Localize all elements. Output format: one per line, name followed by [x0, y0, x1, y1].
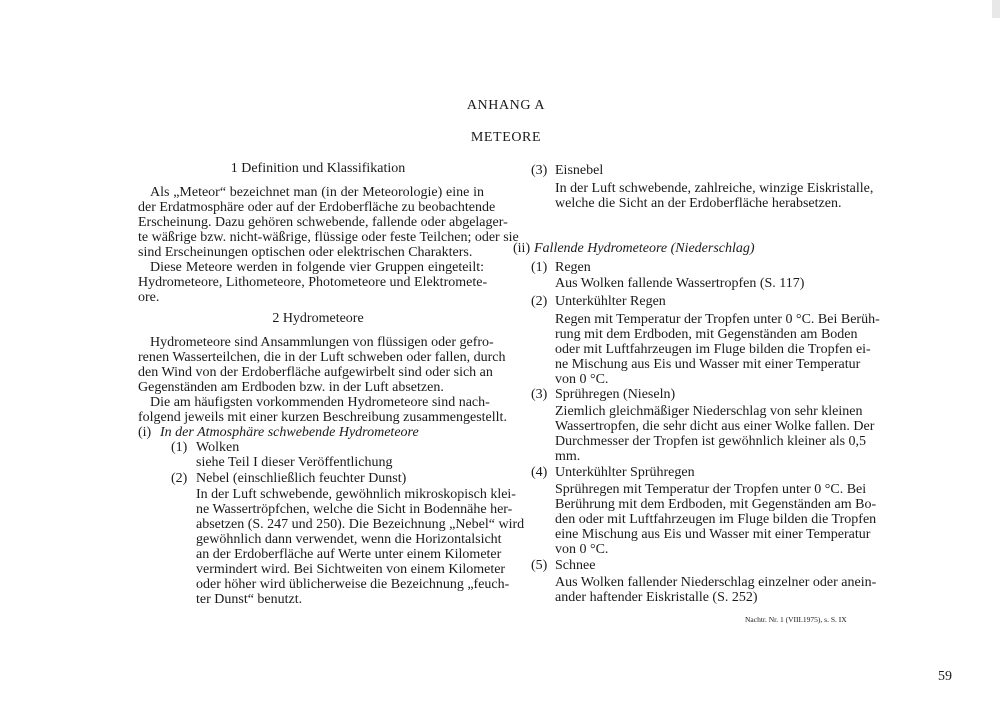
item-description-line: oder mit Luftfahrzeugen im Fluge bilden die Tropfen ei-: [555, 342, 871, 357]
paragraph-line: den Wind von der Erdoberfläche aufgewirbelt sind oder sich an: [138, 365, 493, 380]
page-number: 59: [938, 669, 952, 684]
paragraph-line: Als „Meteor“ bezeichnet man (in der Meteorologie) eine in: [150, 185, 484, 200]
list-number: (3): [531, 163, 548, 178]
item-description-line: von 0 °C.: [555, 542, 609, 557]
item-title: Regen: [555, 260, 591, 275]
group-ii-title: Fallende Hydrometeore (Niederschlag): [534, 241, 755, 256]
paragraph-line: Diese Meteore werden in folgende vier Gruppen eingeteilt:: [150, 260, 484, 275]
item-description-line: Sprühregen mit Temperatur der Tropfen unter 0 °C. Bei: [555, 482, 867, 497]
item-description-line: rung mit dem Erdboden, mit Gegenständen am Boden: [555, 327, 858, 342]
paragraph-line: te wäßrige bzw. nicht-wäßrige, flüssige oder feste Teilchen; oder sie: [138, 230, 519, 245]
paragraph-line: Gegenständen am Erdboden bzw. in der Luft absetzen.: [138, 380, 444, 395]
item-description-line: ne Mischung aus Eis und Wasser mit einer Temperatur: [555, 357, 861, 372]
item-title: Wolken: [196, 440, 240, 455]
list-number: (2): [171, 471, 188, 486]
item-title: Nebel (einschließlich feuchter Dunst): [196, 471, 407, 486]
item-description-line: vermindert wird. Bei Sichtweiten von einem Kilometer: [196, 562, 506, 577]
item-description-line: welche die Sicht an der Erdoberfläche herabsetzen.: [555, 196, 842, 211]
paragraph-line: renen Wasserteilchen, die in der Luft schweben oder fallen, durch: [138, 350, 506, 365]
paragraph-line: Hydrometeore, Lithometeore, Photometeore und Elektromete-: [138, 275, 488, 290]
item-description-line: In der Luft schwebende, gewöhnlich mikroskopisch klei-: [196, 487, 516, 502]
item-description-line: mm.: [555, 449, 581, 464]
page-title: METEORE: [470, 130, 542, 145]
list-number: (i): [138, 425, 152, 440]
item-description-line: Durchmesser der Tropfen ist gewöhnlich kleiner als 0,5: [555, 434, 867, 449]
list-number: (5): [531, 558, 548, 573]
page-edge-shadow: [992, 0, 1000, 18]
section-1-heading: 1 Definition und Klassifikation: [230, 161, 406, 176]
paragraph-line: Hydrometeore sind Ansammlungen von flüssigen oder gefro-: [150, 335, 494, 350]
item-description-line: Ziemlich gleichmäßiger Niederschlag von sehr kleinen: [555, 404, 863, 419]
list-number: (ii): [513, 241, 531, 256]
paragraph-line: Erscheinung. Dazu gehören schwebende, fallende oder abgelager-: [138, 215, 508, 230]
item-title: Unterkühlter Sprühregen: [555, 465, 695, 480]
item-description-line: von 0 °C.: [555, 372, 609, 387]
paragraph-line: folgend jeweils mit einer kurzen Beschreibung zusammengestellt.: [138, 410, 507, 425]
chapter-heading: ANHANG A: [466, 98, 546, 113]
item-description-line: oder höher wird üblicherweise die Bezeichnung „feuch-: [196, 577, 510, 592]
item-description-line: absetzen (S. 247 und 250). Die Bezeichnung „Nebel“ wird: [196, 517, 525, 532]
item-description-line: ter Dunst“ benutzt.: [196, 592, 303, 607]
item-description-line: Aus Wolken fallender Niederschlag einzelner oder anein-: [555, 575, 877, 590]
paragraph-line: ore.: [138, 290, 160, 305]
list-number: (3): [531, 387, 548, 402]
item-description-line: Regen mit Temperatur der Tropfen unter 0 °C. Bei Berüh-: [555, 312, 880, 327]
item-description-line: Wassertropfen, die sehr dicht aus einer Wolke fallen. Der: [555, 419, 875, 434]
item-description-line: den oder mit Luftfahrzeugen im Fluge bilden die Tropfen: [555, 512, 877, 527]
item-title: Sprühregen (Nieseln): [555, 387, 676, 402]
item-title: Eisnebel: [555, 163, 604, 178]
item-description-line: In der Luft schwebende, zahlreiche, winzige Eiskristalle,: [555, 181, 874, 196]
list-number: (2): [531, 294, 548, 309]
item-description-line: ne Wassertröpfchen, welche die Sicht in Bodennähe her-: [196, 502, 513, 517]
group-i-title: In der Atmosphäre schwebende Hydrometeore: [160, 425, 419, 440]
list-number: (1): [531, 260, 548, 275]
item-description: siehe Teil I dieser Veröffentlichung: [196, 455, 393, 470]
item-title: Schnee: [555, 558, 596, 573]
list-number: (4): [531, 465, 548, 480]
paragraph-line: Die am häufigsten vorkommenden Hydrometeore sind nach-: [150, 395, 490, 410]
paragraph-line: der Erdatmosphäre oder auf der Erdoberfläche zu beobachtende: [138, 200, 496, 215]
item-title: Unterkühlter Regen: [555, 294, 666, 309]
item-description-line: Berührung mit dem Erdboden, mit Gegenständen am Bo-: [555, 497, 877, 512]
paragraph-line: sind Erscheinungen optischen oder elektrischen Charakters.: [138, 245, 473, 260]
item-description-line: eine Mischung aus Eis und Wasser mit einer Temperatur: [555, 527, 871, 542]
item-description-line: an der Erdoberfläche auf Werte unter einem Kilometer: [196, 547, 502, 562]
item-description-line: ander haftender Eiskristalle (S. 252): [555, 590, 758, 605]
item-description: Aus Wolken fallende Wassertropfen (S. 117): [555, 276, 805, 291]
footnote: Nachtr. Nr. 1 (VIII.1975), s. S. IX: [745, 615, 847, 624]
list-number: (1): [171, 440, 188, 455]
item-description-line: gewöhnlich dann verwendet, wenn die Horizontalsicht: [196, 532, 502, 547]
section-2-heading: 2 Hydrometeore: [272, 311, 364, 326]
